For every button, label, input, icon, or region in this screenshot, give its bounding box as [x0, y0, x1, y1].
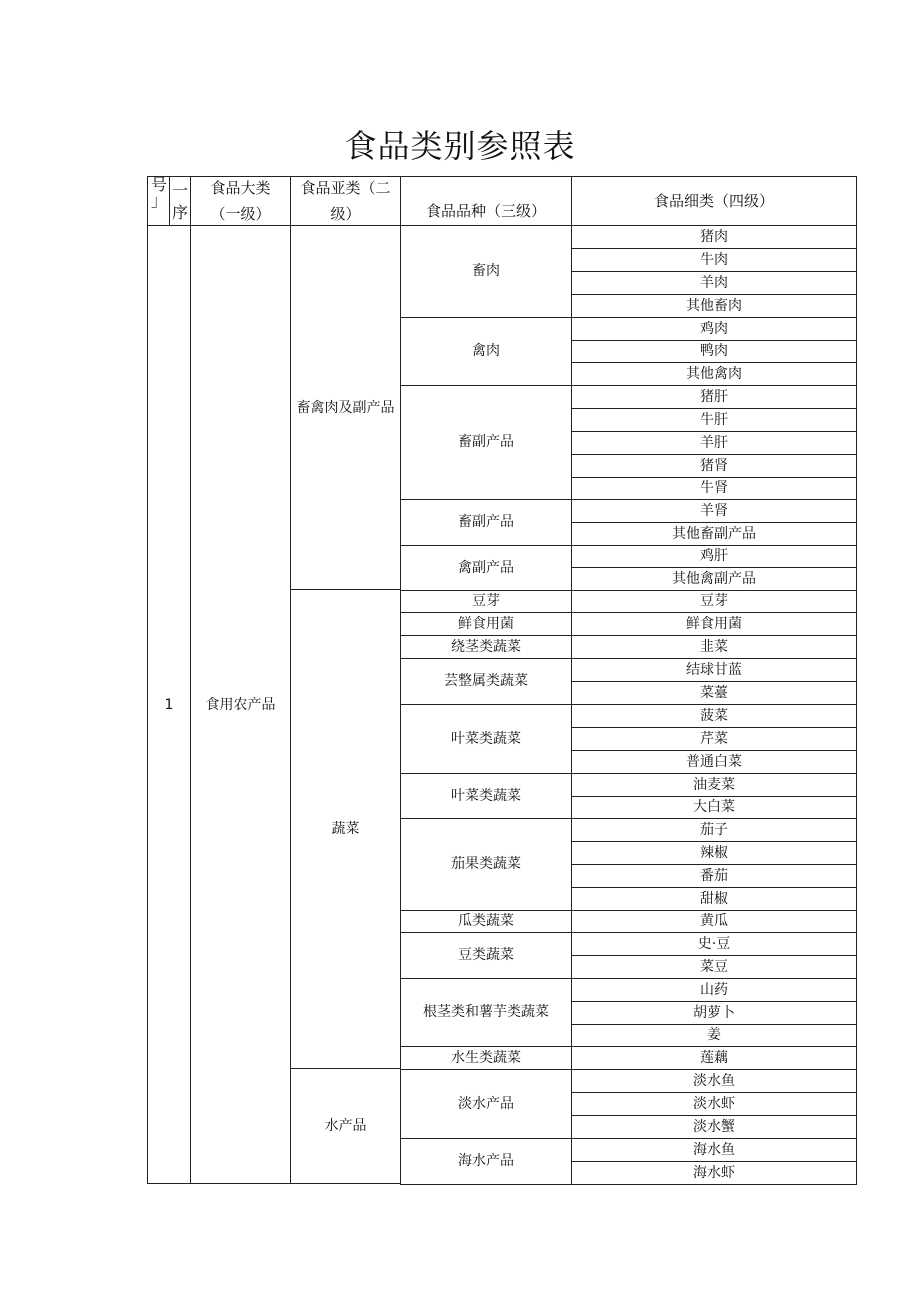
header-level3: 食品品种（三级） — [425, 202, 546, 220]
level4-label: 羊肉 — [700, 274, 728, 291]
level4-label: 史·豆 — [697, 935, 731, 952]
header-level4: 食品细类（四级） — [653, 192, 774, 210]
level3-label: 瓜类蔬菜 — [458, 913, 514, 929]
level4-label: 鸭肉 — [700, 343, 728, 359]
level3-label: 畜肉 — [472, 263, 500, 279]
level3-label: 禽副产品 — [458, 559, 514, 576]
level4-label: 菜豆 — [700, 958, 728, 975]
level4-label: 茄子 — [700, 821, 728, 838]
level4-label: 莲藕 — [700, 1049, 728, 1066]
level4-label: 牛肾 — [700, 480, 728, 496]
level4-label: 番茄 — [700, 867, 728, 884]
level4-label: 豆芽 — [700, 593, 728, 609]
header-seq-top-2: 一 — [171, 181, 188, 200]
level4-label: 辣椒 — [700, 844, 728, 861]
level3-label: 叶菜类蔬菜 — [451, 730, 521, 747]
level4-label: 猪肾 — [700, 457, 728, 474]
level4-label: 猪肝 — [700, 388, 728, 405]
level4-label: 羊肾 — [700, 502, 728, 519]
level3-label: 豆芽 — [472, 593, 500, 609]
level4-label: 海水鱼 — [693, 1141, 735, 1158]
level4-label: 大白菜 — [693, 799, 735, 815]
level4-label: 鸡肝 — [700, 548, 728, 564]
level3-label: 根茎类和薯芋类蔬菜 — [423, 1004, 549, 1020]
level4-label: 韭菜 — [700, 638, 728, 655]
level4-label: 油麦菜 — [693, 776, 735, 793]
level4-label: 羊肝 — [700, 434, 728, 451]
level3-label: 海水产品 — [458, 1153, 514, 1169]
level4-label: 菠菜 — [700, 707, 728, 724]
level4-label: 芹菜 — [700, 730, 728, 747]
level4-label: 猪肉 — [700, 228, 728, 245]
level1-label: 食用农产品 — [205, 696, 276, 713]
level4-label: 淡水虾 — [693, 1095, 735, 1112]
level4-label: 淡水蟹 — [693, 1118, 735, 1135]
level2-label: 畜禽肉及副产品 — [296, 399, 395, 416]
header-seq-bottom: 」 — [150, 191, 167, 210]
level4-label: 结球甘蓝 — [686, 661, 742, 678]
level4-label: 鸡肉 — [700, 320, 728, 337]
level3-label: 豆类蔬菜 — [458, 947, 514, 963]
page-title: 食品类别参照表 — [344, 127, 576, 165]
level4-label: 其他畜副产品 — [672, 525, 756, 542]
level4-label: 牛肝 — [700, 411, 728, 428]
level4-label: 海水虾 — [693, 1164, 735, 1181]
header-seq-label — [149, 175, 169, 210]
level4-label: 其他禽肉 — [686, 365, 742, 382]
header-level2: 食品亚类（二级） — [300, 179, 391, 223]
level3-label: 畜副产品 — [458, 514, 514, 530]
header-seq-top: 号 — [150, 175, 167, 194]
level3-label: 芸整属类蔬菜 — [444, 673, 528, 689]
level4-label: 甜椒 — [700, 890, 728, 907]
level3-label: 茄果类蔬菜 — [451, 856, 521, 872]
level4-label: 其他畜肉 — [686, 297, 742, 314]
level4-label: 山药 — [700, 981, 728, 998]
level4-label: 淡水鱼 — [693, 1072, 735, 1089]
level4-label: 普通白菜 — [686, 753, 742, 770]
level3-label: 畜副产品 — [458, 434, 514, 450]
level4-label: 姜 — [707, 1027, 721, 1043]
level4-label: 鲜食用菌 — [686, 615, 742, 632]
header-seq-label-2 — [171, 178, 189, 226]
level3-label: 绕茎类蔬菜 — [451, 638, 521, 655]
level2-label: 蔬菜 — [331, 821, 360, 837]
header-seq-bottom-2: 序 — [171, 203, 188, 222]
level4-label: 其他禽副产品 — [672, 570, 756, 587]
level4-label: 胡萝卜 — [693, 1004, 735, 1021]
level3-label: 水生类蔬菜 — [451, 1049, 521, 1066]
level3-label: 鲜食用菌 — [458, 615, 514, 632]
header-level1: 食品大类（一级） — [210, 179, 271, 223]
level4-label: 菜薹 — [700, 684, 728, 701]
seq-number: 1 — [164, 696, 174, 713]
level4-label: 牛肉 — [700, 251, 728, 268]
level3-label: 淡水产品 — [458, 1095, 514, 1112]
level3-label: 禽肉 — [472, 343, 500, 359]
level4-label: 黄瓜 — [700, 913, 728, 929]
level2-label: 水产品 — [324, 1118, 367, 1134]
level3-label: 叶菜类蔬菜 — [451, 787, 521, 804]
header-seq-divider — [169, 176, 170, 226]
